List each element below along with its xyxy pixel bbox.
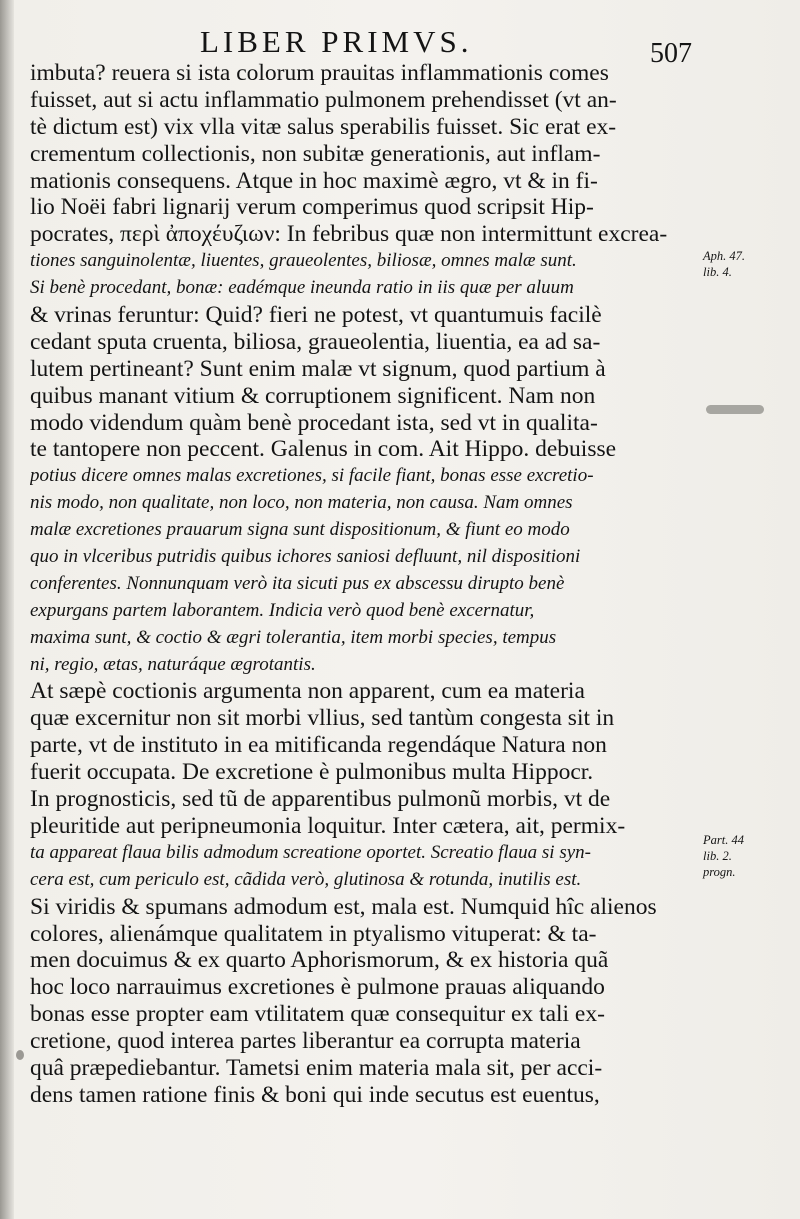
ink-smear bbox=[706, 405, 764, 414]
text-line: Si viridis & spumans admodum est, mala est. Numquid hîc alienos bbox=[30, 893, 657, 920]
body-text bbox=[30, 60, 698, 1109]
text-line: tè dictum est) vix vlla vitæ salus sperabilis fuisset. Sic erat ex- bbox=[30, 113, 617, 140]
text-line: quæ excernitur non sit morbi vllius, sed tantùm congesta sit in bbox=[30, 705, 615, 732]
text-line: quâ præpediebantur. Tametsi enim materia mala sit, per acci- bbox=[30, 1054, 603, 1081]
text-line: lio Noëi fabri lignarij verum comperimus quod scripsit Hip- bbox=[30, 194, 594, 221]
text-line: colores, alienámque qualitatem in ptyalismo vituperat: & ta- bbox=[30, 920, 597, 947]
text-line: Si benè procedant, bonæ: eadémque ineunda ratio in iis quæ per aluum bbox=[30, 277, 574, 299]
text-line: ta appareat flaua bilis admodum screatione oportet. Screatio flaua si syn- bbox=[30, 841, 591, 863]
text-line: potius dicere omnes malas excretiones, si facile fiant, bonas esse excretio- bbox=[30, 465, 594, 487]
margin-note-prognostics bbox=[703, 832, 744, 880]
text-line: bonas esse propter eam vtilitatem quæ consequitur ex tali ex- bbox=[30, 1001, 605, 1028]
gutter-shadow bbox=[0, 0, 14, 1219]
running-head: LIBER PRIMVS. bbox=[200, 24, 473, 59]
text-line: te tantopere non peccent. Galenus in com. Ait Hippo. debuisse bbox=[30, 436, 617, 463]
text-line: At sæpè coctionis argumenta non apparent, cum ea materia bbox=[30, 678, 585, 705]
text-line: cretione, quod interea partes liberantur ea corrupta materia bbox=[30, 1028, 581, 1055]
text-line: parte, vt de instituto in ea mitificanda regendáque Natura non bbox=[30, 732, 607, 759]
text-line: pleuritide aut peripneumonia loquitur. Inter cætera, ait, permix- bbox=[30, 812, 626, 839]
text-line: fuerit occupata. De excretione è pulmonibus multa Hippocr. bbox=[30, 759, 594, 786]
ink-spot bbox=[16, 1050, 24, 1060]
text-line: pocrates, περὶ ἀποχέυζιων: In febribus quæ non intermittunt excrea- bbox=[30, 221, 668, 248]
text-line: quibus manant vitium & corruptionem significent. Nam non bbox=[30, 382, 596, 409]
text-line: mationis consequens. Atque in hoc maximè ægro, vt & in fi- bbox=[30, 167, 598, 194]
text-line: malæ excretiones prauarum signa sunt dispositionum, & fiunt eo modo bbox=[30, 519, 570, 541]
text-line: lutem pertineant? Sunt enim malæ vt signum, quod partium à bbox=[30, 355, 606, 382]
page-number: 507 bbox=[650, 38, 692, 69]
text-line: cedant sputa cruenta, biliosa, graueolentia, liuentia, ea ad sa- bbox=[30, 328, 601, 355]
margin-note-text: Part. 44 lib. 2. progn. bbox=[703, 833, 744, 879]
text-line: fuisset, aut si actu inflammatio pulmonem prehendisset (vt an- bbox=[30, 86, 617, 113]
page-header bbox=[0, 18, 800, 69]
text-line: modo videndum quàm benè procedant ista, sed vt in qualita- bbox=[30, 409, 598, 436]
text-line: conferentes. Nonnunquam verò ita sicuti pus ex abscessu dirupto benè bbox=[30, 572, 565, 594]
text-line: quo in vlceribus putridis quibus ichores saniosi defluunt, nil dispositioni bbox=[30, 546, 581, 568]
margin-note-aphorism bbox=[703, 248, 745, 280]
text-line: & vrinas feruntur: Quid? fieri ne potest, vt quantumuis facilè bbox=[30, 302, 602, 329]
text-line: crementum collectionis, non subitæ generationis, aut inflam- bbox=[30, 140, 601, 167]
text-line: In prognosticis, sed tũ de apparentibus pulmonũ morbis, vt de bbox=[30, 786, 611, 813]
text-line: cera est, cum periculo est, cãdida verò, glutinosa & rotunda, inutilis est. bbox=[30, 868, 582, 890]
margin-note-text: Aph. 47. lib. 4. bbox=[703, 249, 746, 279]
text-line: men docuimus & ex quarto Aphorismorum, & ex historia quã bbox=[30, 947, 609, 974]
text-line: maxima sunt, & coctio & ægri tolerantia, item morbi species, tempus bbox=[30, 626, 557, 648]
text-line: hoc loco narrauimus excretiones è pulmone prauas aliquando bbox=[30, 974, 605, 1001]
text-line: dens tamen ratione finis & boni qui inde secutus est euentus, bbox=[30, 1081, 600, 1108]
text-line: imbuta? reuera si ista colorum prauitas inflammationis comes bbox=[30, 60, 609, 86]
text-line: ni, regio, ætas, naturáque ægrotantis. bbox=[30, 653, 316, 675]
text-line: expurgans partem laborantem. Indicia verò quod benè excernatur, bbox=[30, 599, 535, 621]
text-line: nis modo, non qualitate, non loco, non materia, non causa. Nam omnes bbox=[30, 492, 573, 514]
text-line: tiones sanguinolentæ, liuentes, graueolentes, biliosæ, omnes malæ sunt. bbox=[30, 250, 577, 272]
